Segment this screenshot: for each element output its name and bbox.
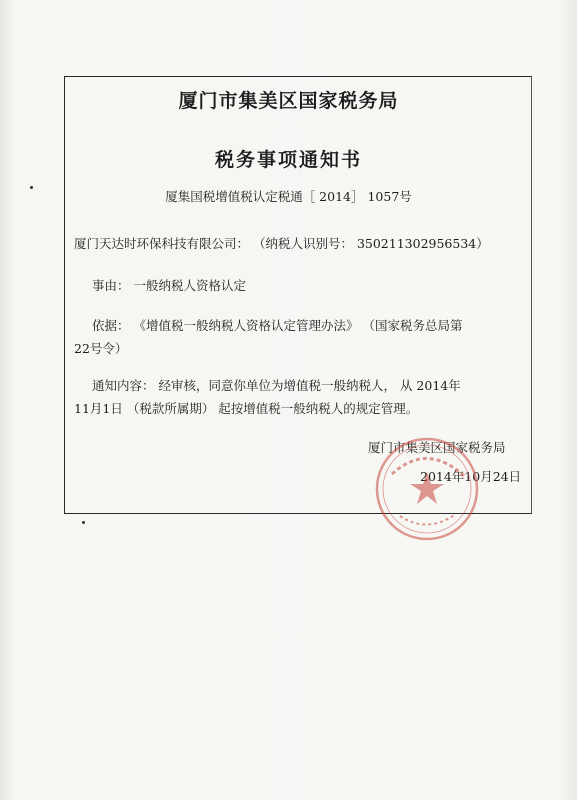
issue-date: 2014年10月24日	[420, 469, 522, 484]
scan-speck	[82, 521, 85, 524]
subject-line: 事由： 一般纳税人资格认定	[92, 278, 246, 293]
scan-speck	[30, 186, 33, 189]
notice-title: 税务事项通知书	[214, 149, 362, 171]
official-seal-icon	[372, 434, 482, 544]
agency-title: 厦门市集美区国家税务局	[178, 90, 399, 112]
basis-line-2: 22号令）	[74, 341, 128, 356]
notice-content-line-1: 通知内容： 经审核，同意你单位为增值税一般纳税人， 从 2014年	[92, 378, 461, 393]
document-number: 厦集国税增值税认定税通［ 2014］ 1057号	[165, 189, 412, 204]
recipient-line: 厦门天达时环保科技有限公司： （纳税人识别号： 350211302956534）	[74, 236, 489, 251]
basis-line-1: 依据： 《增值税一般纳税人资格认定管理办法》 （国家税务总局第	[92, 318, 463, 333]
issuer-name: 厦门市集美区国家税务局	[368, 440, 506, 455]
notice-content-line-2: 11月1日 （税款所属期） 起按增值税一般纳税人的规定管理。	[74, 401, 419, 416]
